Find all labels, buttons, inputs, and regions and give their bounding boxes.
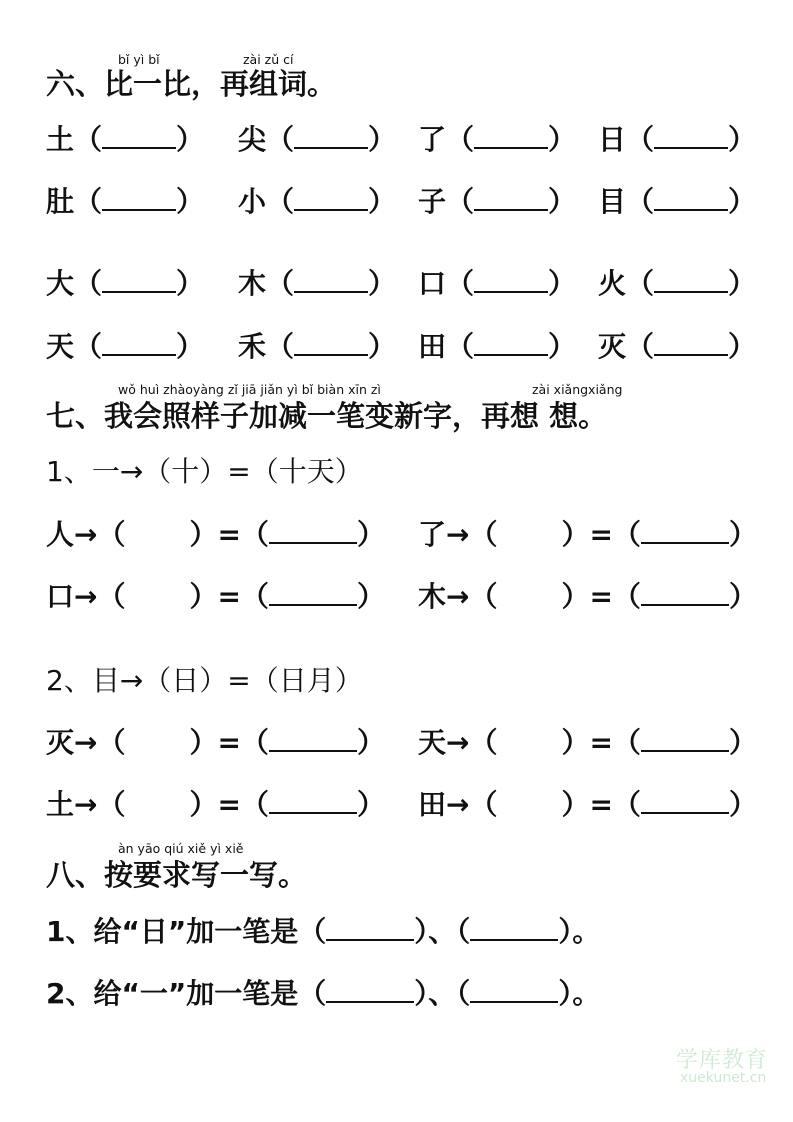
char-label: 尖（ xyxy=(238,123,295,156)
separator: ）、（ xyxy=(414,915,471,948)
char-label: 了（ xyxy=(418,123,475,156)
equals-sign: ）=（ xyxy=(561,788,641,821)
word-item xyxy=(46,122,204,158)
answer-blank[interactable] xyxy=(102,125,176,149)
answer-blank[interactable] xyxy=(654,187,728,211)
answer-blank[interactable] xyxy=(641,582,729,606)
equals-sign: ）=（ xyxy=(189,518,269,551)
paren-close: ） xyxy=(548,185,577,218)
word-item xyxy=(238,266,396,302)
prompt-text: 1、给“日”加一笔是（ xyxy=(46,915,327,948)
paren-close: ） xyxy=(176,330,205,363)
answer-blank[interactable] xyxy=(641,520,729,544)
word-item xyxy=(46,266,204,302)
write-item xyxy=(46,976,600,1012)
equals-sign: ）=（ xyxy=(561,580,641,613)
pinyin-section7-instruction: wǒ huì zhàoyàng zǐ jiā jiǎn yì bǐ biàn xīn zì xyxy=(118,382,381,397)
source-char: 木→（ xyxy=(418,580,498,613)
char-label: 田（ xyxy=(418,330,475,363)
word-item xyxy=(418,122,576,158)
transform-item xyxy=(418,725,757,761)
paren-close: ） xyxy=(548,123,577,156)
source-char: 土→（ xyxy=(46,788,126,821)
answer-blank[interactable] xyxy=(294,187,368,211)
word-item xyxy=(598,184,756,220)
word-item xyxy=(598,122,756,158)
char-label: 土（ xyxy=(46,123,103,156)
transform-item xyxy=(418,517,757,553)
char-label: 日（ xyxy=(598,123,655,156)
char-label: 肚（ xyxy=(46,185,103,218)
paren-close: ） xyxy=(548,267,577,300)
source-char: 田→（ xyxy=(418,788,498,821)
paren-close: ） xyxy=(368,267,397,300)
equals-sign: ）=（ xyxy=(561,726,641,759)
answer-blank[interactable] xyxy=(269,790,357,814)
word-item xyxy=(418,266,576,302)
char-label: 口（ xyxy=(418,267,475,300)
paren-close: ） xyxy=(728,580,757,613)
paren-close: ） xyxy=(176,185,205,218)
section7-title: 七、我会照样子加减一笔变新字，再想 想。 xyxy=(46,399,608,433)
char-label: 木（ xyxy=(238,267,295,300)
separator: ）、（ xyxy=(414,977,471,1010)
paren-close: ） xyxy=(356,518,385,551)
example-1: 1、一→（十）=（十天） xyxy=(46,455,363,488)
answer-blank[interactable] xyxy=(269,582,357,606)
paren-close: ） xyxy=(728,726,757,759)
pinyin-zai-xiang-xiang: zài xiǎngxiǎng xyxy=(532,382,623,397)
answer-blank[interactable] xyxy=(294,332,368,356)
answer-blank[interactable] xyxy=(102,332,176,356)
pinyin-zai-zu-ci: zài zǔ cí xyxy=(243,52,294,67)
paren-close: ） xyxy=(368,185,397,218)
answer-blank[interactable] xyxy=(654,332,728,356)
word-item xyxy=(598,266,756,302)
transform-item xyxy=(418,579,757,615)
answer-blank[interactable] xyxy=(474,125,548,149)
source-char: 天→（ xyxy=(418,726,498,759)
word-item xyxy=(238,122,396,158)
char-label: 目（ xyxy=(598,185,655,218)
char-label: 小（ xyxy=(238,185,295,218)
answer-blank[interactable] xyxy=(654,269,728,293)
transform-item xyxy=(46,787,385,823)
paren-close: ） xyxy=(728,267,757,300)
paren-close: ） xyxy=(176,267,205,300)
word-item xyxy=(418,329,576,365)
answer-blank[interactable] xyxy=(470,917,558,941)
char-label: 火（ xyxy=(598,267,655,300)
paren-close: ） xyxy=(356,788,385,821)
answer-blank[interactable] xyxy=(470,979,558,1003)
word-item xyxy=(238,184,396,220)
source-char: 了→（ xyxy=(418,518,498,551)
answer-blank[interactable] xyxy=(654,125,728,149)
word-item xyxy=(598,329,756,365)
word-item xyxy=(46,329,204,365)
paren-close: ） xyxy=(728,518,757,551)
write-item xyxy=(46,914,600,950)
answer-blank[interactable] xyxy=(269,520,357,544)
transform-item xyxy=(418,787,757,823)
transform-item xyxy=(46,725,385,761)
paren-close: ） xyxy=(728,185,757,218)
paren-close: ）。 xyxy=(558,977,601,1010)
example-2: 2、目→（日）=（日月） xyxy=(46,664,363,697)
answer-blank[interactable] xyxy=(474,187,548,211)
answer-blank[interactable] xyxy=(326,917,414,941)
word-item xyxy=(418,184,576,220)
answer-blank[interactable] xyxy=(474,332,548,356)
section8-title: 八、按要求写一写。 xyxy=(46,858,308,892)
paren-close: ） xyxy=(356,580,385,613)
answer-blank[interactable] xyxy=(294,269,368,293)
word-item xyxy=(46,184,204,220)
paren-close: ） xyxy=(368,123,397,156)
equals-sign: ）=（ xyxy=(561,518,641,551)
source-char: 人→（ xyxy=(46,518,126,551)
char-label: 灭（ xyxy=(598,330,655,363)
char-label: 子（ xyxy=(418,185,475,218)
paren-close: ） xyxy=(728,788,757,821)
equals-sign: ）=（ xyxy=(189,788,269,821)
answer-blank[interactable] xyxy=(641,728,729,752)
char-label: 大（ xyxy=(46,267,103,300)
transform-item xyxy=(46,517,385,553)
word-item xyxy=(238,329,396,365)
transform-item xyxy=(46,579,385,615)
paren-close: ） xyxy=(728,123,757,156)
watermark-url: xuekunet.cn xyxy=(680,1070,767,1086)
answer-blank[interactable] xyxy=(474,269,548,293)
answer-blank[interactable] xyxy=(102,187,176,211)
char-label: 天（ xyxy=(46,330,103,363)
paren-close: ） xyxy=(356,726,385,759)
answer-blank[interactable] xyxy=(326,979,414,1003)
paren-close: ） xyxy=(368,330,397,363)
pinyin-an-yao-qiu-xie-yi-xie: àn yāo qiú xiě yì xiě xyxy=(118,841,244,856)
answer-blank[interactable] xyxy=(102,269,176,293)
char-label: 禾（ xyxy=(238,330,295,363)
paren-close: ） xyxy=(728,330,757,363)
answer-blank[interactable] xyxy=(294,125,368,149)
source-char: 灭→（ xyxy=(46,726,126,759)
equals-sign: ）=（ xyxy=(189,726,269,759)
equals-sign: ）=（ xyxy=(189,580,269,613)
paren-close: ）。 xyxy=(558,915,601,948)
paren-close: ） xyxy=(176,123,205,156)
answer-blank[interactable] xyxy=(641,790,729,814)
paren-close: ） xyxy=(548,330,577,363)
answer-blank[interactable] xyxy=(269,728,357,752)
section6-title: 六、比一比，再组词。 xyxy=(46,67,337,101)
prompt-text: 2、给“一”加一笔是（ xyxy=(46,977,327,1010)
source-char: 口→（ xyxy=(46,580,126,613)
watermark-logo: 学库教育 xyxy=(676,1048,769,1073)
pinyin-bi-yi-bi: bǐ yì bǐ xyxy=(118,52,160,67)
